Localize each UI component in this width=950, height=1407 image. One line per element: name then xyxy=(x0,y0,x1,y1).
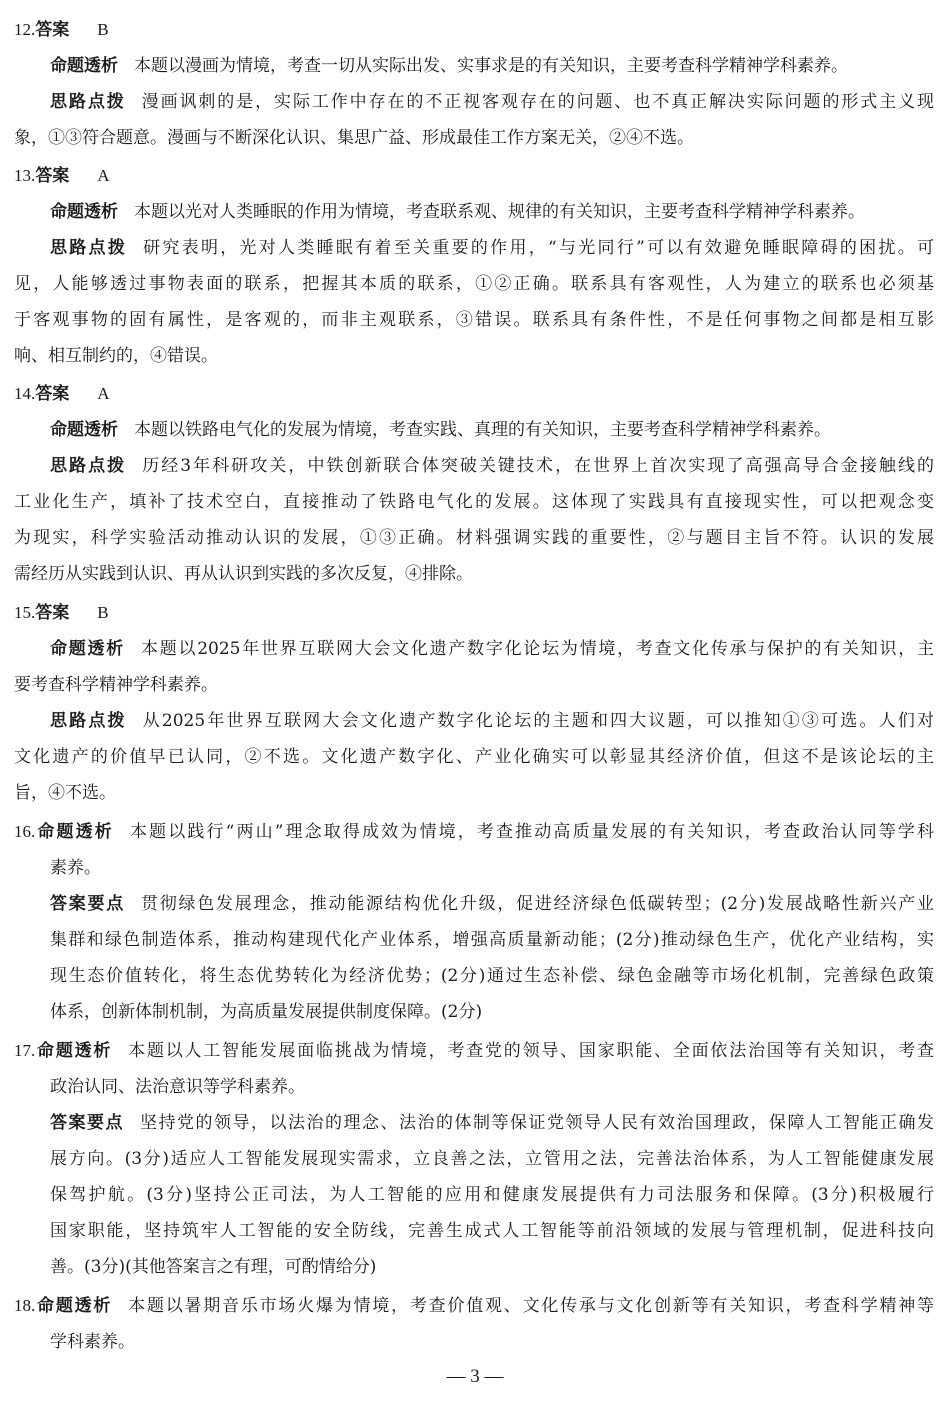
hint-line xyxy=(14,266,934,302)
answer-value: B xyxy=(97,603,109,622)
analysis-text: 本题以践行“两山”理念取得成效为情境，考查推动高质量发展的有关知识，考查政治认同等学科 xyxy=(129,822,935,842)
hint-line xyxy=(14,556,934,592)
question-16 xyxy=(14,814,934,1030)
page-number: — 3 — xyxy=(446,1366,504,1387)
question-number: 18. xyxy=(14,1296,36,1315)
question-number: 16. xyxy=(14,822,36,841)
hint-text: 为现实，科学实验活动推动认识的发展，①③正确。材料强调实践的重要性，②与题目主旨不符。认识的发展 xyxy=(14,528,934,548)
key-line xyxy=(14,994,934,1030)
hint-text: 见，人能够透过事物表面的联系，把握其本质的联系，①②正确。联系具有客观性，人为建立的联系也必须基 xyxy=(14,274,934,294)
answer-line xyxy=(14,158,934,194)
analysis-text: 政治认同、法治意识等学科素养。 xyxy=(50,1077,305,1097)
analysis-text: 本题以人工智能发展面临挑战为情境，考查党的领导、国家职能、全面依法治国等有关知识，考查 xyxy=(128,1041,935,1061)
hint-line xyxy=(14,520,934,556)
key-line xyxy=(14,922,934,958)
question-number: 14. xyxy=(14,384,36,403)
key-text: 体系，创新体制机制，为高质量发展提供制度保障。(2分) xyxy=(50,1002,483,1022)
hint-text: 研究表明，光对人类睡眠有着至关重要的作用，“与光同行”可以有效避免睡眠障碍的困扰。可 xyxy=(143,238,934,258)
hint-line xyxy=(14,775,934,811)
answer-label: 答案 xyxy=(35,20,70,40)
key-text: 集群和绿色制造体系，推动构建现代化产业体系，增强高质量新动能；(2分)推动绿色生产，优化产业结构，实 xyxy=(50,930,934,950)
key-text: 展方向。(3分)适应人工智能发展现实需求，立良善之法，立管用之法，完善法治体系，为人工智能健康发展 xyxy=(50,1149,934,1169)
analysis-line xyxy=(14,48,934,84)
hint-line xyxy=(14,338,934,374)
key-line xyxy=(14,1141,934,1177)
key-line xyxy=(14,958,934,994)
key-text: 保驾护航。(3分)坚持公正司法，为人工智能的应用和健康发展提供有力司法服务和保障。(3分)积极履行 xyxy=(50,1185,934,1205)
question-15 xyxy=(14,595,934,811)
question-14 xyxy=(14,376,934,592)
hint-line xyxy=(14,84,934,120)
analysis-label: 命题透析 xyxy=(50,202,118,222)
analysis-text: 要考查科学精神学科素养。 xyxy=(14,675,218,695)
hint-text: 旨，④不选。 xyxy=(14,783,116,803)
analysis-label: 命题透析 xyxy=(50,56,118,76)
key-label: 答案要点 xyxy=(50,1113,124,1133)
analysis-line xyxy=(14,667,934,703)
analysis-text: 本题以铁路电气化的发展为情境，考查实践、真理的有关知识，主要考查科学精神学科素养。 xyxy=(134,420,831,440)
analysis-line xyxy=(14,631,934,667)
analysis-text: 本题以光对人类睡眠的作用为情境，考查联系观、规律的有关知识，主要考查科学精神学科素养。 xyxy=(134,202,865,222)
key-line xyxy=(14,1213,934,1249)
key-text: 坚持党的领导，以法治的理念、法治的体制等保证党领导人民有效治国理政，保障人工智能正确发 xyxy=(140,1113,934,1133)
key-line xyxy=(14,886,934,922)
analysis-line xyxy=(14,194,934,230)
hint-label: 思路点拨 xyxy=(50,92,126,112)
key-text: 贯彻绿色发展理念，推动能源结构优化升级，促进经济绿色低碳转型；(2分)发展战略性新兴产业 xyxy=(141,894,934,914)
question-number: 12. xyxy=(14,20,36,39)
hint-line xyxy=(14,448,934,484)
question-13 xyxy=(14,158,934,374)
key-line xyxy=(14,1177,934,1213)
key-line xyxy=(14,1105,934,1141)
hint-line xyxy=(14,484,934,520)
hint-text: 从2025年世界互联网大会文化遗产数字化论坛的主题和四大议题，可以推知①③可选。人们对 xyxy=(142,711,935,731)
analysis-line xyxy=(14,412,934,448)
answer-value: A xyxy=(97,166,110,185)
answer-value: B xyxy=(97,20,109,39)
answer-label: 答案 xyxy=(35,603,70,623)
question-number: 15. xyxy=(14,603,36,622)
analysis-label: 命题透析 xyxy=(50,639,125,659)
analysis-text: 学科素养。 xyxy=(50,1332,135,1352)
question-12 xyxy=(14,12,934,156)
analysis-label: 命题透析 xyxy=(35,822,114,842)
analysis-line xyxy=(14,1069,934,1105)
hint-label: 思路点拨 xyxy=(50,711,127,731)
analysis-line xyxy=(14,850,934,886)
analysis-line xyxy=(14,814,934,850)
answer-label: 答案 xyxy=(35,166,70,186)
question-number: 13. xyxy=(14,166,36,185)
hint-text: 于客观事物的固有属性，是客观的，而非主观联系，③错误。联系具有条件性，不是任何事物之间都是相互影 xyxy=(14,310,934,330)
answer-line xyxy=(14,376,934,412)
key-text: 现生态价值转化，将生态优势转化为经济优势；(2分)通过生态补偿、绿色金融等市场化机制，完善绿色政策 xyxy=(50,966,934,986)
answer-line xyxy=(14,12,934,48)
analysis-line xyxy=(14,1288,934,1324)
analysis-text: 本题以暑期音乐市场火爆为情境，考查价值观、文化传承与文化创新等有关知识，考查科学精神等 xyxy=(128,1296,935,1316)
analysis-text: 本题以2025年世界互联网大会文化遗产数字化论坛为情境，考查文化传承与保护的有关知识，主 xyxy=(140,639,935,659)
hint-text: 需经历从实践到认识、再从认识到实践的多次反复，④排除。 xyxy=(14,564,473,584)
analysis-text: 本题以漫画为情境，考查一切从实际出发、实事求是的有关知识，主要考查科学精神学科素养。 xyxy=(134,56,848,76)
hint-line xyxy=(14,120,934,156)
question-number: 17. xyxy=(14,1041,36,1060)
hint-line xyxy=(14,302,934,338)
hint-text: 响、相互制约的，④错误。 xyxy=(14,346,218,366)
hint-line xyxy=(14,230,934,266)
hint-text: 工业化生产，填补了技术空白，直接推动了铁路电气化的发展。这体现了实践具有直接现实性，可以把观念变 xyxy=(14,492,934,512)
key-line xyxy=(14,1249,934,1285)
analysis-label: 命题透析 xyxy=(35,1296,113,1316)
key-text: 善。(3分)(其他答案言之有理，可酌情给分) xyxy=(50,1257,377,1277)
hint-text: 象，①③符合题意。漫画与不断深化认识、集思广益、形成最佳工作方案无关，②④不选。 xyxy=(14,128,694,148)
hint-text: 文化遗产的价值早已认同，②不选。文化遗产数字化、产业化确实可以彰显其经济价值，但这不是该论坛的主 xyxy=(14,747,934,767)
answer-label: 答案 xyxy=(35,384,70,404)
key-text: 国家职能，坚持筑牢人工智能的安全防线，完善生成式人工智能等前沿领域的发展与管理机制，促进科技向 xyxy=(50,1221,934,1241)
answer-value: A xyxy=(97,384,110,403)
question-18 xyxy=(14,1288,934,1360)
analysis-line xyxy=(14,1033,934,1069)
hint-text: 历经3年科研攻关，中铁创新联合体突破关键技术，在世界上首次实现了高强高导合金接触线的 xyxy=(142,456,934,476)
analysis-label: 命题透析 xyxy=(35,1041,113,1061)
analysis-text: 素养。 xyxy=(50,858,101,878)
hint-line xyxy=(14,739,934,775)
hint-label: 思路点拨 xyxy=(50,238,128,258)
question-17 xyxy=(14,1033,934,1285)
analysis-label: 命题透析 xyxy=(50,420,118,440)
hint-text: 漫画讽刺的是，实际工作中存在的不正视客观存在的问题、也不真正解决实际问题的形式主义现 xyxy=(141,92,935,112)
key-label: 答案要点 xyxy=(50,894,126,914)
hint-line xyxy=(14,703,934,739)
analysis-line xyxy=(14,1324,934,1360)
hint-label: 思路点拨 xyxy=(50,456,127,476)
answer-line xyxy=(14,595,934,631)
